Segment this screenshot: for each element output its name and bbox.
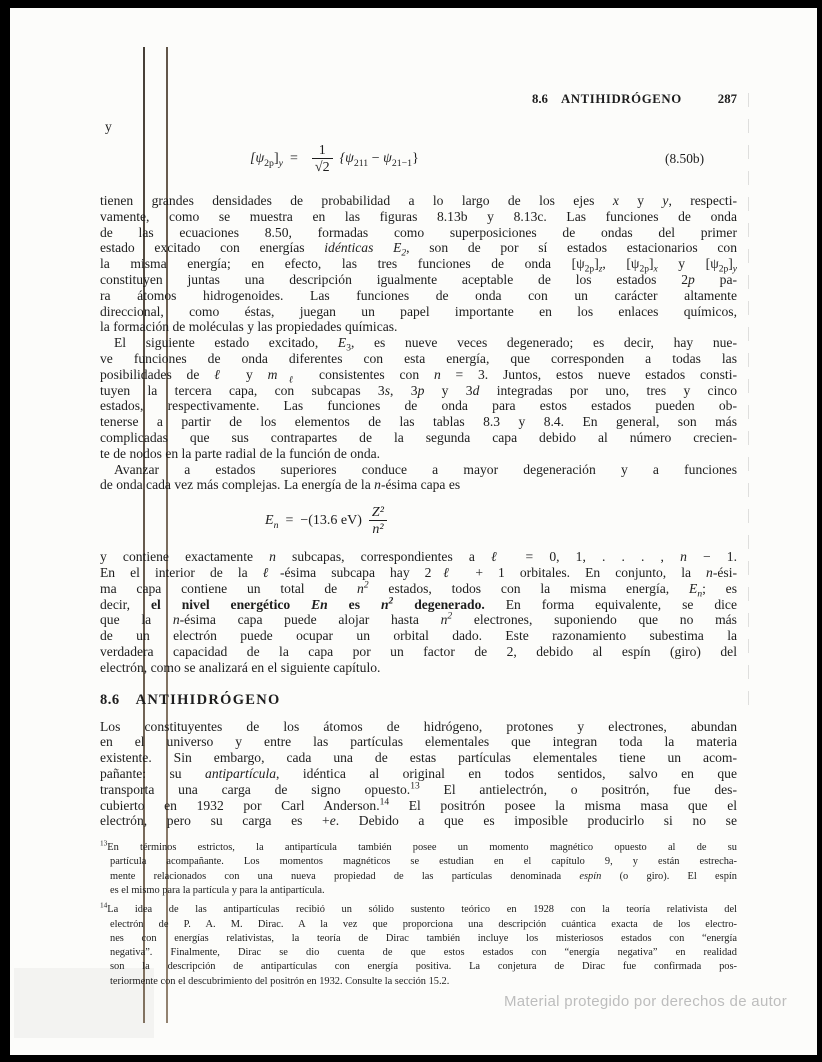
equation-850b-expression bbox=[250, 143, 419, 175]
scan-gutter-dashed-line bbox=[748, 93, 749, 705]
text-line: En el interior de la ℓ-ésima subcapa hay 2ℓ + 1 orbitales. En conjunto, la n-ési- bbox=[100, 564, 737, 580]
text-line: complicadas que sus contrapartes de la segunda capa debido al número crecien- bbox=[100, 429, 737, 445]
text-line: cubierto en 1932 por Carl Anderson.$^{14}$ El positrón posee la misma masa que el bbox=[100, 796, 737, 813]
text-line: es el mismo para la partícula y para la antipartícula. bbox=[110, 884, 325, 896]
text-line: Los constituyentes de los átomos de hidrógeno, protones y electrones, abundan bbox=[100, 718, 737, 734]
text-line: tenerse a partir de los elementos de las tablas 8.3 y 8.4. En general, son más bbox=[100, 414, 737, 430]
text-line: $^{13}$En términos estrictos, la antipartícula también posee un momento magnético opuesto al de su bbox=[100, 839, 737, 854]
text-line: partícula acompañante. Los momentos magnéticos se estudian en el capítulo 9, y están estrecha- bbox=[110, 856, 737, 868]
text-line: estados, respectivamente. Las funciones de onda para estos estados pueden ob- bbox=[100, 398, 737, 414]
text-line: te de nodos en la parte radial de la función de onda. bbox=[100, 445, 381, 461]
text-line: que la n-ésima capa puede alojar hasta $n^2$ electrones, suponiendo que no más bbox=[100, 611, 737, 628]
text-line: $^{14}$La idea de las antipartículas recibió un sólido sustento teórico en 1928 con la teoría relativista del bbox=[100, 901, 737, 916]
text-line: pañante: su antipartícula, idéntica al original en todos sentidos, salvo en que bbox=[100, 765, 737, 781]
fraction-numerator: Z² bbox=[371, 505, 384, 521]
text-line: electrón de P. A. M. Dirac. A la vez que proporciona una descripción cuántica exacta de los electro- bbox=[110, 918, 737, 930]
text-line: teriormente con el descubrimiento del positrón en 1932. Consulte la sección 15.2. bbox=[110, 975, 450, 987]
text-line: de un electrón puede ocupar un orbital dado. Este razonamiento subestima la bbox=[100, 628, 737, 644]
text-line: ma capa contiene un total de $n^2$ estados, todos con la misma energía, $E_n$; es bbox=[100, 580, 738, 600]
text-line: constituyen juntas una descripción igualmente aceptable de los estados 2p pa- bbox=[100, 271, 738, 287]
text-line: verdadera capacidad de la capa por un factor de 2, debido al espín (giro) del bbox=[100, 643, 737, 659]
text-line: son la descripción de antipartículas con energía positiva. La conjetura de Dirac fue confirmada pos- bbox=[110, 961, 737, 973]
text-line: direccional, como éstas, juegan un papel importante en los enlaces químicos, bbox=[100, 303, 737, 319]
section-heading-number: 8.6 bbox=[100, 691, 120, 708]
equals-sign: = bbox=[289, 151, 298, 167]
text-line: ve funciones de onda diferentes con esta energía, que corresponden a todas las bbox=[100, 350, 737, 366]
minus-sign: − bbox=[371, 151, 380, 167]
paragraph-antihydrogen-intro bbox=[100, 719, 737, 830]
text-line: tuyen la tercera capa, con subcapas 3s, 3p y 3d integradas por uno, tres y cinco bbox=[100, 382, 737, 398]
paragraph-third-excited-state bbox=[100, 335, 737, 461]
section-heading-antihydrogen bbox=[100, 692, 737, 709]
book-page bbox=[10, 8, 817, 1055]
text-line: la formación de moléculas y las propiedades químicas. bbox=[100, 319, 398, 335]
running-head-section-title: ANTIHIDRÓGENO bbox=[560, 92, 682, 106]
paragraph-degeneracy bbox=[100, 549, 737, 675]
text-line: electrón, como se analizará en el siguiente capítulo. bbox=[100, 659, 381, 675]
psi-21-1-subscript: 21−1 bbox=[391, 158, 413, 170]
text-line: vamente, como se muestra en las figuras 8.13b y 8.13c. Las funciones de onda bbox=[100, 208, 737, 224]
text-line: mente relacionados con una nueva propiedad de las partículas denominada espín (o giro). El espín bbox=[110, 870, 737, 882]
equation-850b bbox=[100, 138, 737, 180]
text-line: la misma energía; en efecto, las tres funciones de onda $[\psi_{2p}]_z$, $[\psi_{2p}]_x$ y $[\psi_{2p}]_y$ bbox=[100, 256, 737, 275]
copyright-watermark: Material protegido por derechos de autor bbox=[504, 993, 787, 1010]
connector-word: y bbox=[105, 119, 112, 134]
text-line: decir, el nivel energético En es $n^2$ degenerado. En forma equivalente, se dice bbox=[100, 596, 737, 612]
fraction-denominator: √2 bbox=[312, 158, 333, 175]
equation-number-tag: (8.50b) bbox=[665, 151, 705, 166]
text-line: ra átomos hidrogenoides. Las funciones de onda con un carácter altamente bbox=[100, 287, 737, 303]
running-head bbox=[100, 92, 737, 107]
fraction-one-over-sqrt2 bbox=[312, 143, 333, 175]
paragraph-probability-densities bbox=[100, 193, 737, 335]
footnote-13 bbox=[100, 841, 737, 898]
energy-equation bbox=[100, 501, 737, 541]
psi-21-1: ψ bbox=[383, 151, 392, 167]
text-line: nes con energías relativistas, la teoría de Dirac también incluye los misteriosos estados con “energía bbox=[110, 932, 737, 944]
text-line: transporta una carga de signo opuesto.$^{13}$ El antielectrón, o positrón, fue des- bbox=[100, 781, 737, 797]
axis-subscript: y bbox=[278, 158, 283, 170]
equals-sign: = bbox=[285, 513, 294, 529]
text-line: y contiene exactamente n subcapas, correspondientes a ℓ = 0, 1, . . . , n − 1. bbox=[100, 549, 737, 565]
text-line: El siguiente estado excitado, $E_3$, es nueve veces degenerado; es decir, hay nue- bbox=[114, 335, 737, 354]
energy-symbol: E bbox=[265, 513, 274, 529]
text-line: negativa”. Finalmente, Dirac se dio cuenta de que estos estados con “energía negativa” en realidad bbox=[110, 947, 737, 959]
page-number: 287 bbox=[717, 92, 737, 106]
energy-equation-expression bbox=[265, 505, 394, 537]
paragraph-higher-states bbox=[100, 462, 737, 494]
text-column bbox=[100, 92, 737, 989]
psi-211-subscript: 211 bbox=[353, 158, 369, 170]
psi-2p-subscript: 2p bbox=[264, 158, 274, 170]
footnote-14 bbox=[100, 903, 737, 989]
text-line: de las ecuaciones 8.50, formadas como superposiciones de ondas del primer bbox=[100, 224, 737, 240]
brace-close: } bbox=[412, 151, 419, 167]
text-line: de onda cada vez más complejas. La energía de la n-ésima capa es bbox=[100, 477, 461, 493]
psi-2p-close: ] bbox=[273, 151, 279, 167]
psi-211-open: {ψ bbox=[339, 151, 354, 167]
fraction-denominator: n² bbox=[369, 520, 386, 537]
text-line: existente. Sin embargo, cada una de estas partículas elementales tiene un acom- bbox=[100, 750, 737, 766]
text-line: Avanzar a estados superiores conduce a mayor degeneración y a funciones bbox=[114, 461, 737, 477]
rydberg-factor: −(13.6 eV) bbox=[300, 513, 362, 529]
text-line: electrón, pero su carga es +e. Debido a que es imposible producirlo si no se bbox=[100, 813, 737, 829]
text-line: posibilidades de ℓ y $m_\ell$ consistentes con n = 3. Juntos, estos nueve estados consti- bbox=[100, 366, 738, 386]
energy-subscript-n: n bbox=[273, 520, 279, 532]
psi-2p-open: [ψ bbox=[250, 151, 265, 167]
running-head-section-number: 8.6 bbox=[531, 92, 548, 106]
text-line: en el universo y entre las partículas elementales que integran toda la materia bbox=[100, 734, 737, 750]
section-heading-title: ANTIHIDRÓGENO bbox=[135, 691, 281, 708]
fraction-z2-over-n2 bbox=[369, 505, 387, 537]
text-line: tienen grandes densidades de probabilidad a lo largo de los ejes x y y, respecti- bbox=[100, 193, 737, 208]
text-line: estado excitado con energías idénticas $E_2$, son de por sí estados estacionarios con bbox=[100, 240, 737, 260]
fraction-numerator: 1 bbox=[318, 143, 326, 158]
